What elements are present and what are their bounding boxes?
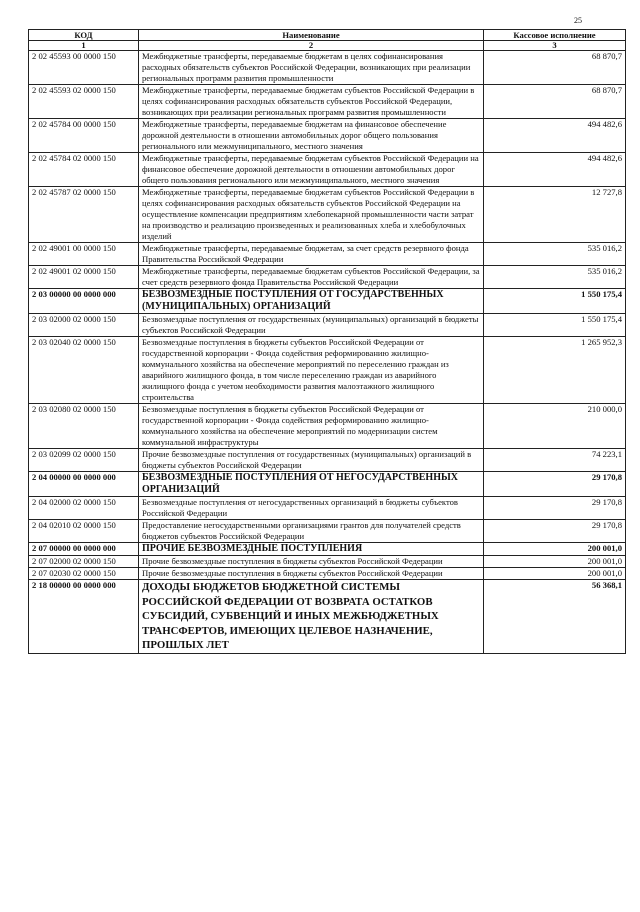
row-amount: 494 482,6 [484,119,626,153]
page-number: 25 [574,16,582,25]
table-row [29,556,626,568]
row-name: Межбюджетные трансферты, передаваемые бюджетам на финансовое обеспечение дорожной деятельности в отношении автомобильных дорог общего пользования регионального или межмуниципального, местного значения [139,119,484,153]
table-row [29,187,626,243]
row-amount: 1 550 175,4 [484,314,626,337]
row-amount: 29 170,8 [484,520,626,543]
row-code: 2 04 02010 02 0000 150 [29,520,139,543]
row-amount: 12 727,8 [484,187,626,243]
row-amount: 29 170,8 [484,472,626,497]
row-name: Безвозмездные поступления от негосударственных организаций в бюджеты субъектов Российской Федерации [139,497,484,520]
row-code: 2 04 00000 00 0000 000 [29,472,139,497]
table-row [29,497,626,520]
row-amount: 1 265 952,3 [484,337,626,404]
row-code: 2 03 02040 02 0000 150 [29,337,139,404]
table-row [29,543,626,556]
row-name: Межбюджетные трансферты, передаваемые бюджетам, за счет средств резервного фонда Правительства Российской Федерации [139,243,484,266]
table-row [29,85,626,119]
row-name: БЕЗВОЗМЕЗДНЫЕ ПОСТУПЛЕНИЯ ОТ ГОСУДАРСТВЕННЫХ (МУНИЦИПАЛЬНЫХ) ОРГАНИЗАЦИЙ [139,289,484,314]
table-row [29,472,626,497]
row-name: Предоставление негосударственными организациями грантов для получателей средств бюджетов субъектов Российской Федерации [139,520,484,543]
row-code: 2 03 02099 02 0000 150 [29,449,139,472]
row-amount: 1 550 175,4 [484,289,626,314]
budget-table [28,29,626,654]
header-name: Наименование [139,30,484,41]
table-row [29,404,626,449]
row-name: Межбюджетные трансферты, передаваемые бюджетам субъектов Российской Федерации, за счет средств резервного фонда Правительства Российской Федерации [139,266,484,289]
row-amount: 535 016,2 [484,243,626,266]
table-header-row [29,30,626,41]
table-row [29,337,626,404]
row-name: Безвозмездные поступления в бюджеты субъектов Российской Федерации от государственной корпорации - Фонда содействия реформированию жилищно-коммунального хозяйства на обеспечение мероприятий по модернизации систем коммунальной инфраструктуры [139,404,484,449]
row-amount: 210 000,0 [484,404,626,449]
row-name: Безвозмездные поступления от государственных (муниципальных) организаций в бюджеты субъектов Российской Федерации [139,314,484,337]
table-body [29,51,626,654]
row-amount: 494 482,6 [484,153,626,187]
row-name: Безвозмездные поступления в бюджеты субъектов Российской Федерации от государственной корпорации - Фонда содействия реформированию жилищно-коммунального хозяйства на обеспечение мероприятий по переселению граждан из аварийного жилищного фонда, в том числе переселению граждан из аварийного жилищного фонда с учетом необходимости развития малоэтажного жилищного строительства [139,337,484,404]
row-amount: 200 001,0 [484,568,626,580]
row-amount: 535 016,2 [484,266,626,289]
table-row [29,119,626,153]
row-code: 2 18 00000 00 0000 000 [29,580,139,654]
header-amount: Кассовое исполнение [484,30,626,41]
table-row [29,568,626,580]
row-name: ДОХОДЫ БЮДЖЕТОВ БЮДЖЕТНОЙ СИСТЕМЫ РОССИЙСКОЙ ФЕДЕРАЦИИ ОТ ВОЗВРАТА ОСТАТКОВ СУБСИДИЙ, СУБВЕНЦИЙ И ИНЫХ МЕЖБЮДЖЕТНЫХ ТРАНСФЕРТОВ, ИМЕЮЩИХ ЦЕЛЕВОЕ НАЗНАЧЕНИЕ, ПРОШЛЫХ ЛЕТ [139,580,484,654]
table-row [29,243,626,266]
row-code: 2 02 45593 00 0000 150 [29,51,139,85]
row-code: 2 07 02030 02 0000 150 [29,568,139,580]
row-name: Прочие безвозмездные поступления от государственных (муниципальных) организаций в бюджеты субъектов Российской Федерации [139,449,484,472]
row-amount: 200 001,0 [484,543,626,556]
row-name: Межбюджетные трансферты, передаваемые бюджетам субъектов Российской Федерации на финансовое обеспечение дорожной деятельности в отношении автомобильных дорог общего пользования регионального или межмуниципального, местного значения [139,153,484,187]
row-amount: 29 170,8 [484,497,626,520]
column-number-row [29,41,626,51]
row-name: Прочие безвозмездные поступления в бюджеты субъектов Российской Федерации [139,568,484,580]
row-code: 2 03 00000 00 0000 000 [29,289,139,314]
row-name: Межбюджетные трансферты, передаваемые бюджетам субъектов Российской Федерации в целях софинансирования расходных обязательств субъектов Российской Федерации, возникающих при реализации региональных программ развития промышленности [139,85,484,119]
table-row [29,520,626,543]
row-code: 2 04 02000 02 0000 150 [29,497,139,520]
row-code: 2 02 45784 02 0000 150 [29,153,139,187]
row-code: 2 02 45593 02 0000 150 [29,85,139,119]
row-code: 2 02 49001 02 0000 150 [29,266,139,289]
column-number: 3 [484,41,626,51]
row-amount: 200 001,0 [484,556,626,568]
header-code: КОД [29,30,139,41]
table-row [29,580,626,654]
table-row [29,449,626,472]
row-code: 2 02 45784 00 0000 150 [29,119,139,153]
row-name: Межбюджетные трансферты, передаваемые бюджетам в целях софинансирования расходных обязательств субъектов Российской Федерации, возникающих при реализации региональных программ развития промышленности [139,51,484,85]
row-amount: 68 870,7 [484,51,626,85]
column-number: 2 [139,41,484,51]
row-name: Прочие безвозмездные поступления в бюджеты субъектов Российской Федерации [139,556,484,568]
table-row [29,289,626,314]
row-code: 2 07 00000 00 0000 000 [29,543,139,556]
row-code: 2 03 02080 02 0000 150 [29,404,139,449]
row-name: ПРОЧИЕ БЕЗВОЗМЕЗДНЫЕ ПОСТУПЛЕНИЯ [139,543,484,556]
table-row [29,314,626,337]
row-name: БЕЗВОЗМЕЗДНЫЕ ПОСТУПЛЕНИЯ ОТ НЕГОСУДАРСТВЕННЫХ ОРГАНИЗАЦИЙ [139,472,484,497]
row-code: 2 02 45787 02 0000 150 [29,187,139,243]
row-code: 2 03 02000 02 0000 150 [29,314,139,337]
row-amount: 56 368,1 [484,580,626,654]
row-name: Межбюджетные трансферты, передаваемые бюджетам субъектов Российской Федерации в целях софинансирования расходных обязательств субъектов Российской Федерации на осуществление компенсации предприятиям хлебопекарной промышленности части затрат на производство и реализацию произведенных и реализованных хлеба и хлебобулочных изделий [139,187,484,243]
row-amount: 74 223,1 [484,449,626,472]
row-code: 2 02 49001 00 0000 150 [29,243,139,266]
table-row [29,266,626,289]
column-number: 1 [29,41,139,51]
row-amount: 68 870,7 [484,85,626,119]
table-row [29,153,626,187]
table-row [29,51,626,85]
row-code: 2 07 02000 02 0000 150 [29,556,139,568]
